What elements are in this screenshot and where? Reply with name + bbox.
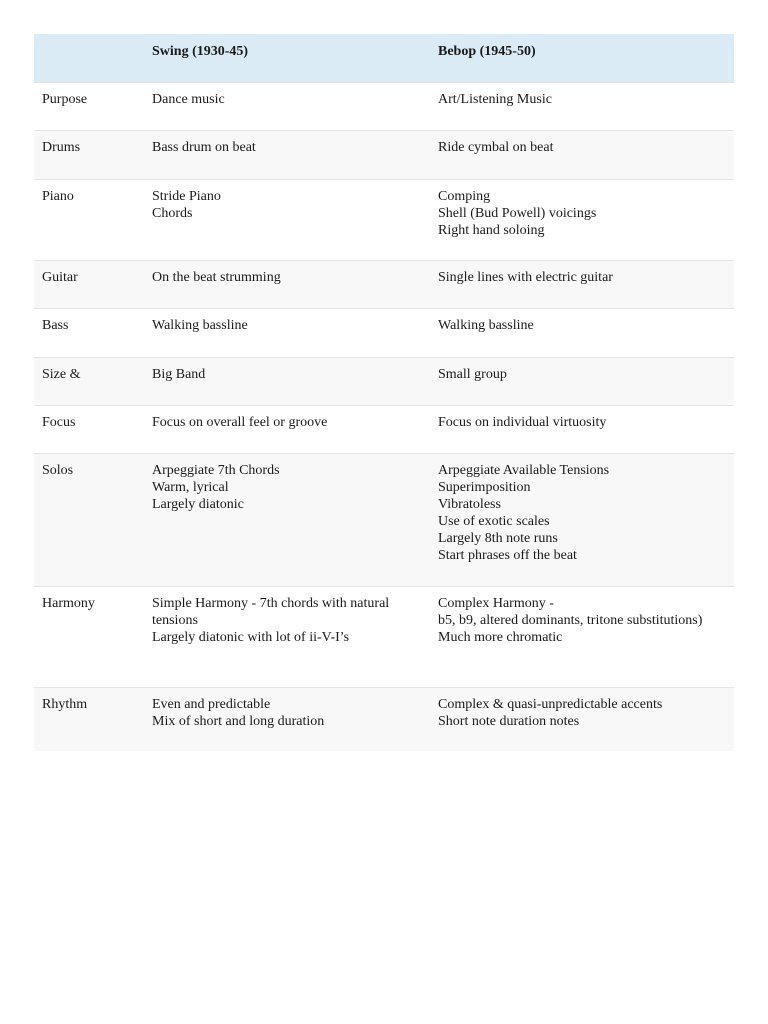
- swing-cell: [144, 453, 430, 586]
- swing-cell: [144, 405, 430, 453]
- bebop-line: Vibratoless: [438, 496, 501, 512]
- row-label: Piano: [42, 188, 74, 204]
- table-row: [34, 687, 734, 751]
- row-label: Purpose: [42, 91, 88, 107]
- bebop-line: Start phrases off the beat: [438, 547, 577, 563]
- row-label: Focus: [42, 414, 76, 430]
- bebop-cell: [430, 260, 734, 308]
- swing-line: Bass drum on beat: [152, 139, 256, 155]
- bebop-line: Comping: [438, 188, 491, 204]
- bebop-line: Largely 8th note runs: [438, 530, 558, 546]
- swing-cell: [144, 82, 430, 130]
- bebop-line: Superimposition: [438, 479, 531, 495]
- bebop-cell: [430, 586, 734, 687]
- table-row: [34, 586, 734, 687]
- swing-line: Focus on overall feel or groove: [152, 414, 328, 430]
- bebop-line: Much more chromatic: [438, 629, 563, 645]
- bebop-line: b5, b9, altered dominants, tritone substitutions): [438, 612, 703, 628]
- swing-line: Largely diatonic with lot of ii-V-I’s: [152, 629, 350, 645]
- table-header-row: [34, 34, 734, 82]
- bebop-cell: [430, 179, 734, 260]
- swing-cell: [144, 357, 430, 405]
- bebop-cell: [430, 82, 734, 130]
- swing-cell: [144, 130, 430, 179]
- swing-line: Warm, lyrical: [152, 479, 229, 495]
- table-body: [34, 82, 734, 751]
- bebop-cell: [430, 130, 734, 179]
- row-label: Solos: [42, 462, 74, 478]
- bebop-line: Walking bassline: [438, 317, 534, 333]
- swing-line: Big Band: [152, 366, 206, 382]
- table-row: [34, 405, 734, 453]
- swing-cell: [144, 179, 430, 260]
- bebop-cell: [430, 308, 734, 357]
- row-label: Size &: [42, 366, 81, 382]
- swing-line: Walking bassline: [152, 317, 248, 333]
- bebop-line: Complex & quasi-unpredictable accents: [438, 696, 663, 712]
- table-row: [34, 357, 734, 405]
- swing-line: On the beat strumming: [152, 269, 281, 285]
- swing-line: Stride Piano: [152, 188, 221, 204]
- bebop-cell: [430, 405, 734, 453]
- table-row: [34, 308, 734, 357]
- header-bebop: Bebop (1945-50): [438, 44, 536, 59]
- row-label: Bass: [42, 317, 69, 333]
- row-label: Harmony: [42, 595, 95, 611]
- header-swing: Swing (1930-45): [152, 44, 249, 59]
- row-label: Rhythm: [42, 696, 88, 712]
- table-row: [34, 179, 734, 260]
- table-row: [34, 82, 734, 130]
- table-row: [34, 260, 734, 308]
- swing-line: Chords: [152, 205, 193, 221]
- bebop-line: Right hand soloing: [438, 222, 545, 238]
- swing-line: Dance music: [152, 91, 225, 107]
- swing-cell: [144, 586, 430, 687]
- header-label-cell: [34, 34, 144, 82]
- bebop-line: Use of exotic scales: [438, 513, 550, 529]
- row-label: Drums: [42, 139, 81, 155]
- comparison-table: [34, 34, 734, 751]
- swing-line: Mix of short and long duration: [152, 713, 325, 729]
- swing-line: Even and predictable: [152, 696, 271, 712]
- swing-cell: [144, 687, 430, 751]
- bebop-line: Art/Listening Music: [438, 91, 552, 107]
- swing-line: Simple Harmony - 7th chords with natural tensions: [152, 595, 390, 628]
- row-label: Guitar: [42, 269, 78, 285]
- swing-line: Arpeggiate 7th Chords: [152, 462, 280, 478]
- table-row: [34, 130, 734, 179]
- bebop-line: Ride cymbal on beat: [438, 139, 554, 155]
- bebop-line: Focus on individual virtuosity: [438, 414, 607, 430]
- bebop-cell: [430, 687, 734, 751]
- bebop-cell: [430, 453, 734, 586]
- bebop-cell: [430, 357, 734, 405]
- swing-line: Largely diatonic: [152, 496, 244, 512]
- bebop-line: Complex Harmony -: [438, 595, 554, 611]
- swing-cell: [144, 308, 430, 357]
- swing-cell: [144, 260, 430, 308]
- table-row: [34, 453, 734, 586]
- bebop-line: Single lines with electric guitar: [438, 269, 613, 285]
- bebop-line: Arpeggiate Available Tensions: [438, 462, 610, 478]
- bebop-line: Short note duration notes: [438, 713, 580, 729]
- bebop-line: Shell (Bud Powell) voicings: [438, 205, 597, 221]
- bebop-line: Small group: [438, 366, 507, 382]
